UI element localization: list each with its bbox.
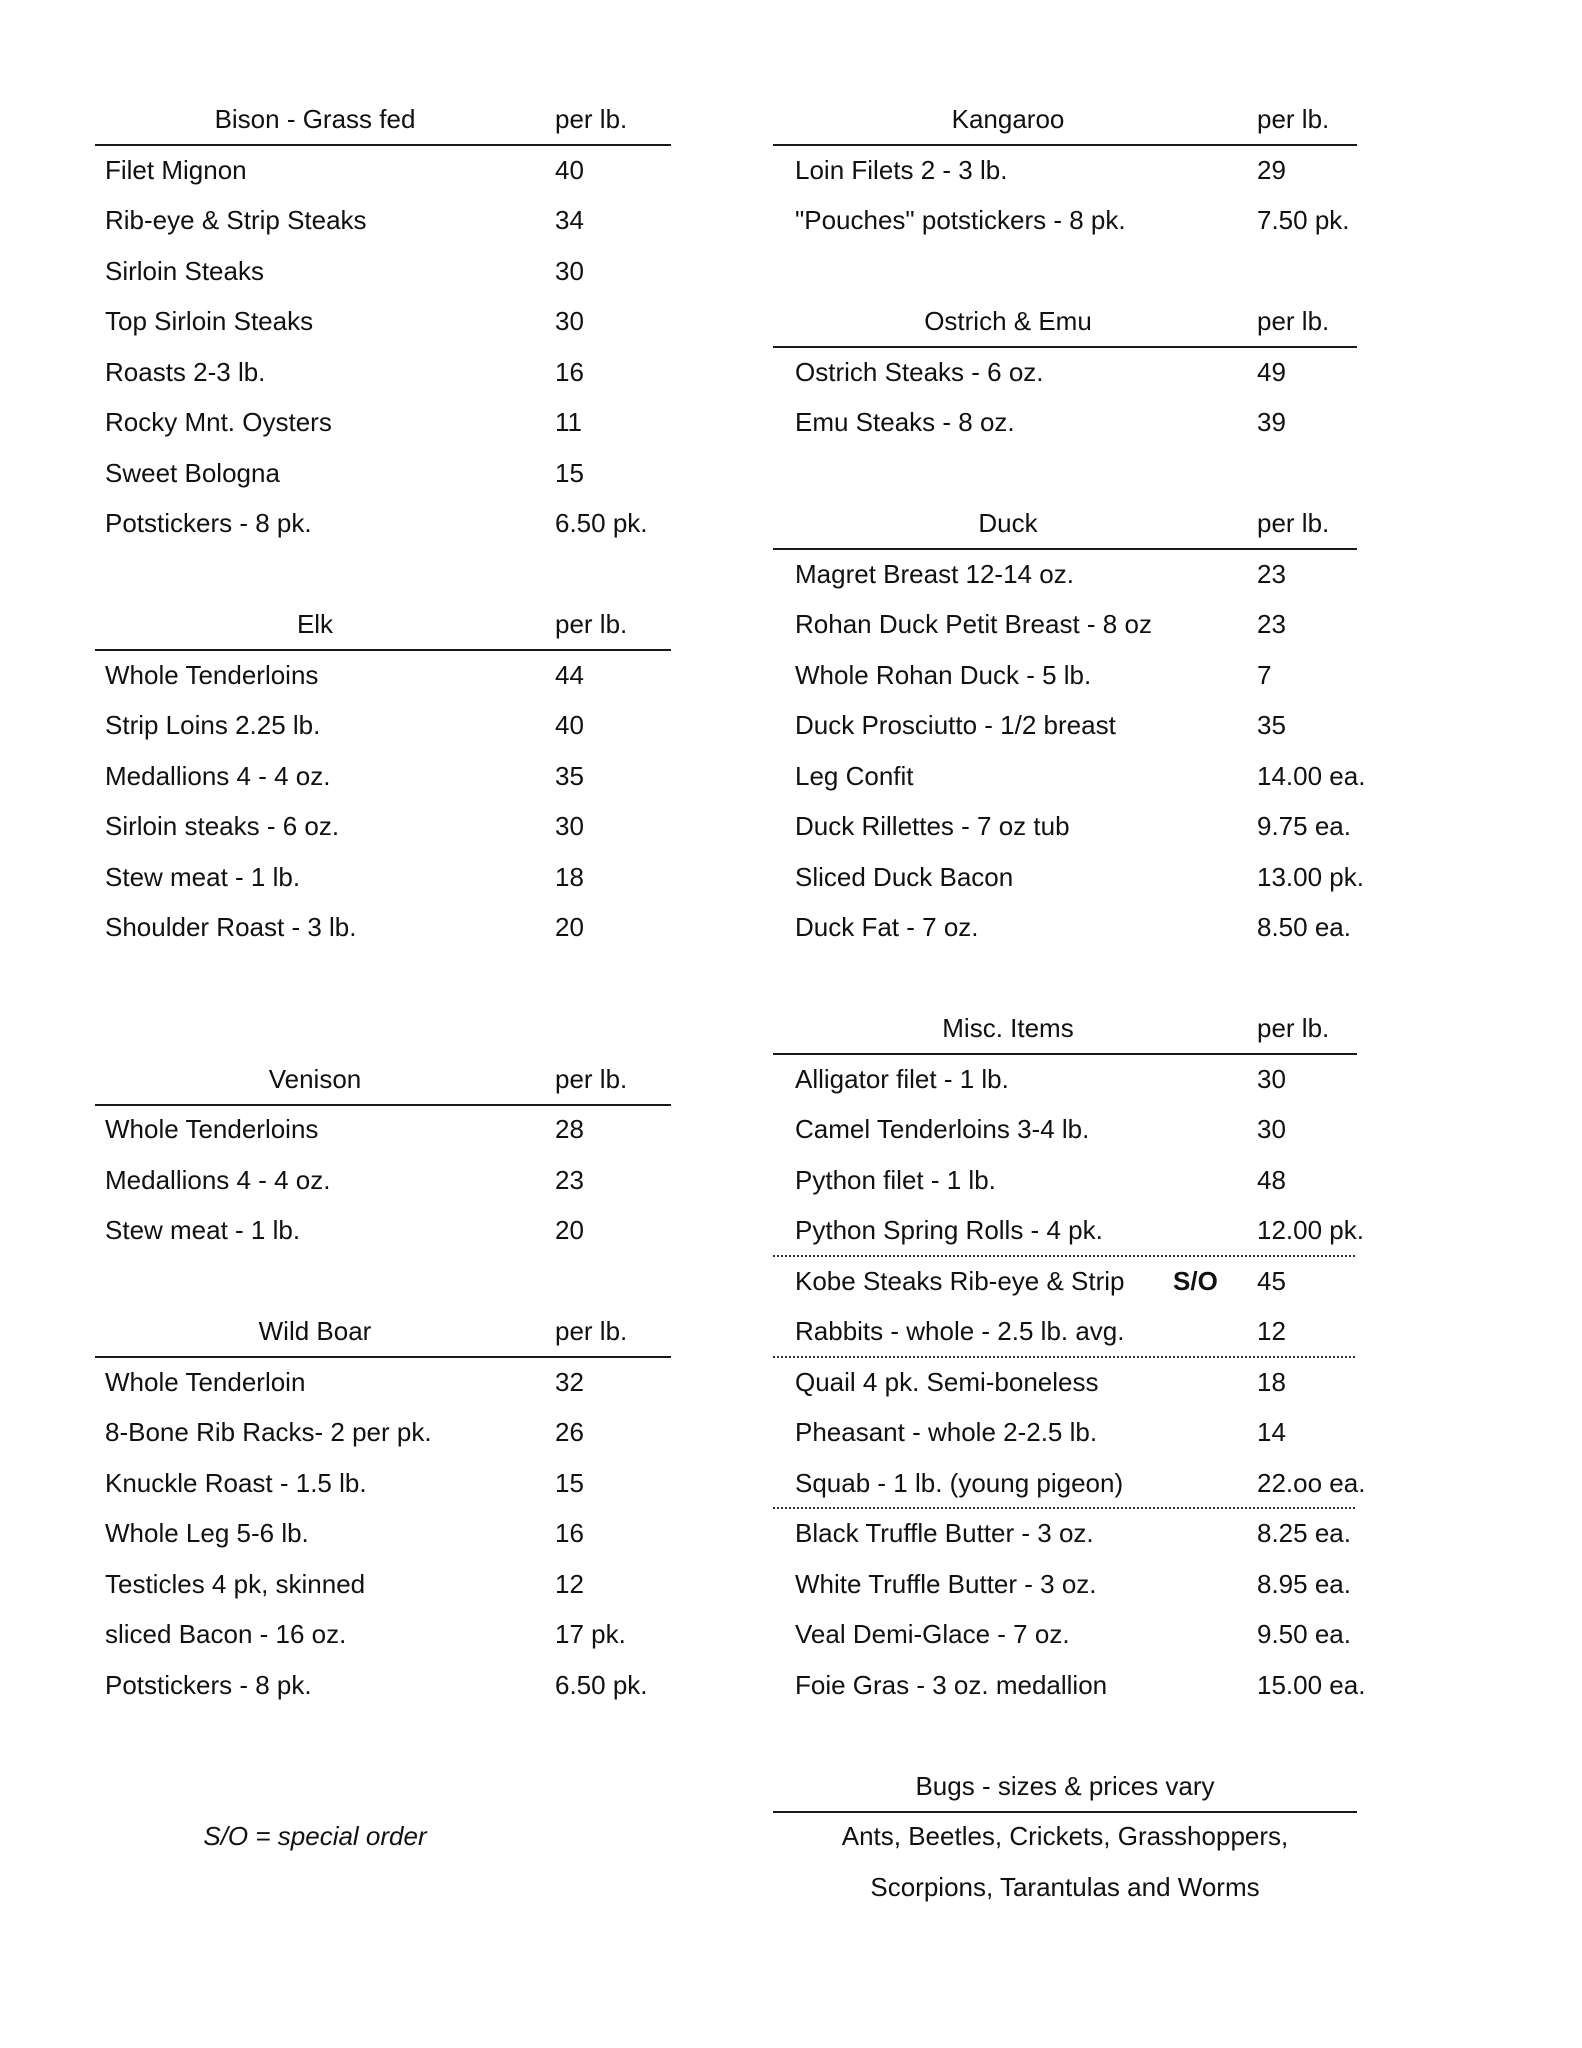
item-name: Filet Mignon: [105, 155, 247, 185]
dotted-divider: [773, 1356, 1355, 1358]
price-row: [95, 1458, 671, 1508]
price-row: [95, 1357, 671, 1407]
price-row: [773, 1508, 1357, 1558]
item-name: Kobe Steaks Rib-eye & Strip: [795, 1266, 1125, 1296]
item-name: Whole Tenderloin: [105, 1367, 306, 1397]
item-price: 30: [1257, 1064, 1286, 1094]
item-name: Medallions 4 - 4 oz.: [105, 1165, 331, 1195]
price-row: [773, 1104, 1357, 1154]
item-name: Python Spring Rolls - 4 pk.: [795, 1215, 1103, 1245]
item-name: Emu Steaks - 8 oz.: [795, 407, 1015, 437]
price-row: [95, 852, 671, 902]
item-price: 15: [555, 458, 584, 488]
section-title: Ostrich & Emu: [924, 306, 1092, 336]
price-row: [773, 1458, 1366, 1508]
item-name: Knuckle Roast - 1.5 lb.: [105, 1468, 367, 1498]
item-name: Sirloin Steaks: [105, 256, 264, 286]
section-header-elk: [95, 599, 671, 651]
special-order-note: S/O = special order: [203, 1821, 427, 1851]
price-row: [95, 1155, 671, 1205]
item-price: 40: [555, 710, 584, 740]
unit-label: per lb.: [1257, 104, 1330, 134]
item-name: Squab - 1 lb. (young pigeon): [795, 1468, 1124, 1498]
item-price: 18: [1257, 1367, 1286, 1397]
section-header-kangaroo: [773, 94, 1357, 146]
price-row: [773, 700, 1357, 750]
item-name: Pheasant - whole 2-2.5 lb.: [795, 1417, 1098, 1447]
item-price: 14.00 ea.: [1257, 761, 1366, 791]
price-row: [95, 1559, 671, 1609]
price-row: [95, 296, 671, 346]
item-price: 11: [555, 407, 582, 437]
item-price: 28: [555, 1114, 584, 1144]
price-row: [773, 1054, 1357, 1104]
bugs-section-title: Bugs - sizes & prices vary: [773, 1761, 1357, 1813]
price-row: [773, 1407, 1357, 1457]
item-price: 35: [1257, 710, 1286, 740]
item-name: Stew meat - 1 lb.: [105, 862, 301, 892]
item-name: Python filet - 1 lb.: [795, 1165, 996, 1195]
section-header-ostrich-emu: [773, 296, 1357, 348]
item-price: 16: [555, 357, 584, 387]
price-row: [95, 145, 671, 195]
item-price: 44: [555, 660, 584, 690]
item-price: 22.oo ea.: [1257, 1468, 1366, 1498]
item-name: Sliced Duck Bacon: [795, 862, 1014, 892]
price-row: [773, 1155, 1357, 1205]
unit-label: per lb.: [555, 1316, 628, 1346]
item-name: Veal Demi-Glace - 7 oz.: [795, 1619, 1070, 1649]
section-header-duck: [773, 498, 1357, 550]
price-row: [95, 1660, 671, 1710]
item-name: Whole Leg 5-6 lb.: [105, 1518, 309, 1548]
item-name: Strip Loins 2.25 lb.: [105, 710, 321, 740]
price-row: [773, 751, 1366, 801]
item-name: Leg Confit: [795, 761, 914, 791]
item-price: 6.50 pk.: [555, 1670, 648, 1700]
item-price: 12: [1257, 1316, 1286, 1346]
item-name: Whole Rohan Duck - 5 lb.: [795, 660, 1092, 690]
item-price: 30: [1257, 1114, 1286, 1144]
item-price: 9.50 ea.: [1257, 1619, 1351, 1649]
item-name: Shoulder Roast - 3 lb.: [105, 912, 357, 942]
section-title: Duck: [978, 508, 1038, 538]
item-price: 30: [555, 256, 584, 286]
section-title: Misc. Items: [942, 1013, 1074, 1043]
item-price: 20: [555, 912, 584, 942]
item-name: Top Sirloin Steaks: [105, 306, 314, 336]
item-price: 16: [555, 1518, 584, 1548]
item-price: 40: [555, 155, 584, 185]
item-price: 18: [555, 862, 584, 892]
item-name: Quail 4 pk. Semi-boneless: [795, 1367, 1099, 1397]
section-header-misc-items: [773, 1003, 1357, 1055]
section-title: Wild Boar: [258, 1316, 372, 1346]
item-price: 30: [555, 306, 584, 336]
price-row: [95, 397, 671, 447]
item-name: 8-Bone Rib Racks- 2 per pk.: [105, 1417, 432, 1447]
unit-label: per lb.: [1257, 508, 1330, 538]
price-row: [773, 397, 1357, 447]
item-name: Sirloin steaks - 6 oz.: [105, 811, 340, 841]
item-name: Potstickers - 8 pk.: [105, 1670, 312, 1700]
price-row: [95, 448, 671, 498]
item-price: 7: [1257, 660, 1272, 690]
section-title: Bison - Grass fed: [214, 104, 416, 134]
unit-label: per lb.: [555, 609, 628, 639]
price-row: [773, 195, 1357, 245]
item-price: 23: [1257, 609, 1286, 639]
item-name: Roasts 2-3 lb.: [105, 357, 266, 387]
section-title: Kangaroo: [951, 104, 1065, 134]
price-row: [773, 1609, 1357, 1659]
item-name: Magret Breast 12-14 oz.: [795, 559, 1074, 589]
unit-label: per lb.: [1257, 306, 1330, 336]
price-row: [773, 1559, 1357, 1609]
section-title: Venison: [268, 1064, 362, 1094]
item-name: Ostrich Steaks - 6 oz.: [795, 357, 1044, 387]
section-header-venison: [95, 1054, 671, 1106]
price-row: [773, 650, 1357, 700]
item-name: Duck Rillettes - 7 oz tub: [795, 811, 1070, 841]
item-name: Rib-eye & Strip Steaks: [105, 205, 367, 235]
item-price: 15.00 ea.: [1257, 1670, 1366, 1700]
item-price: 20: [555, 1215, 584, 1245]
item-price: 12: [555, 1569, 584, 1599]
item-price: 23: [555, 1165, 584, 1195]
item-name: Loin Filets 2 - 3 lb.: [795, 155, 1008, 185]
item-name: Rabbits - whole - 2.5 lb. avg.: [795, 1316, 1125, 1346]
unit-label: per lb.: [555, 104, 628, 134]
item-price: 17 pk.: [555, 1619, 626, 1649]
price-row: [773, 1357, 1357, 1407]
item-price: 23: [1257, 559, 1286, 589]
item-name: Medallions 4 - 4 oz.: [105, 761, 331, 791]
item-name: Duck Fat - 7 oz.: [795, 912, 979, 942]
item-price: 8.25 ea.: [1257, 1518, 1351, 1548]
price-row: [95, 700, 671, 750]
item-price: 8.95 ea.: [1257, 1569, 1351, 1599]
item-name: "Pouches" potstickers - 8 pk.: [795, 205, 1126, 235]
section-title: Elk: [296, 609, 334, 639]
item-name: White Truffle Butter - 3 oz.: [795, 1569, 1097, 1599]
item-price: 49: [1257, 357, 1286, 387]
price-row: [95, 1609, 671, 1659]
item-name: Whole Tenderloins: [105, 660, 319, 690]
price-row: [95, 1407, 671, 1457]
special-order-tag: S/O: [1173, 1266, 1218, 1296]
item-price: 48: [1257, 1165, 1286, 1195]
price-row: [95, 246, 671, 296]
section-header-wild-boar: [95, 1306, 671, 1358]
price-row: [95, 801, 671, 851]
item-name: Potstickers - 8 pk.: [105, 508, 312, 538]
item-price: 35: [555, 761, 584, 791]
bugs-list-line: Scorpions, Tarantulas and Worms: [870, 1872, 1260, 1902]
price-row: [95, 902, 671, 952]
item-price: 6.50 pk.: [555, 508, 648, 538]
dotted-divider: [773, 1507, 1355, 1509]
price-row: [95, 751, 671, 801]
section-header-bison-grass-fed: [95, 94, 671, 146]
unit-label: per lb.: [555, 1064, 628, 1094]
item-name: Rohan Duck Petit Breast - 8 oz: [795, 609, 1152, 639]
item-price: 15: [555, 1468, 584, 1498]
item-price: 12.00 pk.: [1257, 1215, 1364, 1245]
price-row: [773, 599, 1357, 649]
item-name: Stew meat - 1 lb.: [105, 1215, 301, 1245]
item-price: 30: [555, 811, 584, 841]
price-row: [95, 195, 671, 245]
item-name: Black Truffle Butter - 3 oz.: [795, 1518, 1094, 1548]
item-name: Camel Tenderloins 3-4 lb.: [795, 1114, 1090, 1144]
price-row: [773, 145, 1357, 195]
price-row: [773, 549, 1357, 599]
price-row: [773, 902, 1357, 952]
price-row: [95, 498, 671, 548]
item-name: Alligator filet - 1 lb.: [795, 1064, 1009, 1094]
item-price: 45: [1257, 1266, 1286, 1296]
item-price: 9.75 ea.: [1257, 811, 1351, 841]
price-row: [95, 1508, 671, 1558]
unit-label: per lb.: [1257, 1013, 1330, 1043]
item-name: Testicles 4 pk, skinned: [105, 1569, 366, 1599]
item-price: 29: [1257, 155, 1286, 185]
price-row: [773, 1306, 1357, 1356]
item-name: Foie Gras - 3 oz. medallion: [795, 1670, 1108, 1700]
item-name: Whole Tenderloins: [105, 1114, 319, 1144]
price-row: [773, 1660, 1366, 1710]
price-row: [773, 1256, 1357, 1306]
item-price: 8.50 ea.: [1257, 912, 1351, 942]
item-price: 26: [555, 1417, 584, 1447]
price-row: [95, 1104, 671, 1154]
item-price: 32: [555, 1367, 584, 1397]
item-name: Sweet Bologna: [105, 458, 280, 488]
price-row: [773, 1205, 1364, 1255]
item-price: 13.00 pk.: [1257, 862, 1364, 892]
price-row: [773, 852, 1364, 902]
item-name: Duck Prosciutto - 1/2 breast: [795, 710, 1116, 740]
item-price: 34: [555, 205, 584, 235]
item-name: Rocky Mnt. Oysters: [105, 407, 332, 437]
bugs-list-line: Ants, Beetles, Crickets, Grasshoppers,: [841, 1821, 1289, 1851]
price-row: [95, 1205, 671, 1255]
item-price: 14: [1257, 1417, 1286, 1447]
price-row: [95, 650, 671, 700]
price-row: [773, 801, 1357, 851]
item-price: 39: [1257, 407, 1286, 437]
dotted-divider: [773, 1255, 1355, 1257]
item-price: 7.50 pk.: [1257, 205, 1350, 235]
price-row: [773, 347, 1357, 397]
price-row: [95, 347, 671, 397]
item-name: sliced Bacon - 16 oz.: [105, 1619, 347, 1649]
